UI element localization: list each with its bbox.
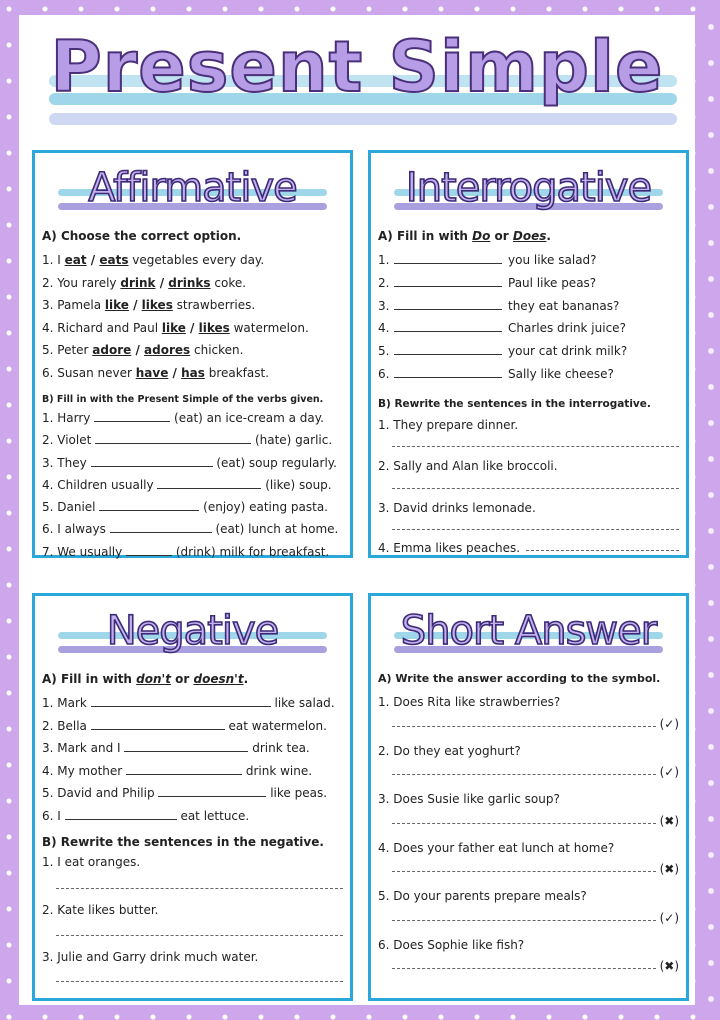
page-title: Present Simple xyxy=(50,26,664,108)
answer-line[interactable] xyxy=(392,438,679,447)
choice-item: 3. Pamela like / likes strawberries. xyxy=(42,298,256,312)
question-item: 3. Does Susie like garlic soup? xyxy=(378,792,560,806)
fill-item: 6. I eat lettuce. xyxy=(42,808,250,823)
choice-item: 6. Susan never have / has breakfast. xyxy=(42,365,270,380)
choice-item: 2. You rarely drink / drinks coke. xyxy=(42,275,247,290)
fill-item: 3. They (eat) soup regularly. xyxy=(42,455,337,470)
exercise-a-instruction: A) Fill in with Do or Does. xyxy=(378,229,551,243)
title-banner xyxy=(19,15,695,135)
option-1[interactable]: like xyxy=(104,298,129,312)
exercise-b-instruction: B) Fill in with the Present Simple of the verbs given. xyxy=(42,394,324,405)
fill-item: 1. Harry (eat) an ice-cream a day. xyxy=(42,411,324,425)
answer-blank[interactable] xyxy=(394,275,502,287)
fill-item: 5. David and Philip like peas. xyxy=(42,786,328,800)
option-1[interactable]: adore xyxy=(92,343,132,357)
choice-item: 1. I eat / eats vegetables every day. xyxy=(42,253,265,267)
option-2[interactable]: drinks xyxy=(168,275,211,290)
option-2[interactable]: has xyxy=(181,365,205,380)
option-1[interactable]: drink xyxy=(120,275,156,290)
rewrite-item: 3. Julie and Garry drink much water. xyxy=(42,950,259,964)
answer-blank[interactable] xyxy=(126,763,242,775)
question-item: 6. Does Sophie like fish? xyxy=(378,937,525,952)
rewrite-item: 1. They prepare dinner. xyxy=(378,417,519,432)
check-icon: (✓) xyxy=(659,716,679,731)
question-item: 4. Does your father eat lunch at home? xyxy=(378,840,615,855)
choice-item: 4. Richard and Paul like / likes watermelon. xyxy=(42,320,309,335)
answer-blank[interactable] xyxy=(124,740,248,752)
answer-row xyxy=(378,956,679,976)
affirmative-section xyxy=(32,150,353,558)
exercise-b-instruction: B) Rewrite the sentences in the negative. xyxy=(42,835,324,849)
fill-item: 6. Sally like cheese? xyxy=(378,366,614,381)
check-icon: (✓) xyxy=(659,910,679,925)
fill-item: 2. Bella eat watermelon. xyxy=(42,718,327,733)
answer-line[interactable] xyxy=(526,542,679,551)
rewrite-item: 1. I eat oranges. xyxy=(42,855,141,869)
cross-icon: (✖) xyxy=(659,813,679,828)
answer-line[interactable] xyxy=(56,973,343,982)
fill-item: 1. Mark like salad. xyxy=(42,696,335,710)
short-answer-heading: Short Answer xyxy=(400,608,657,654)
fill-item: 3. Mark and I drink tea. xyxy=(42,741,310,755)
answer-blank[interactable] xyxy=(158,785,266,797)
answer-line[interactable] xyxy=(392,480,679,489)
rewrite-item: 2. Sally and Alan like broccoli. xyxy=(378,459,558,474)
rewrite-item: 3. David drinks lemonade. xyxy=(378,500,536,515)
negative-heading: Negative xyxy=(106,608,279,654)
exercise-a-instruction: A) Write the answer according to the symbol. xyxy=(378,672,661,685)
answer-blank[interactable] xyxy=(157,477,261,489)
option-1[interactable]: like xyxy=(161,320,186,335)
fill-item: 1. you like salad? xyxy=(378,253,597,267)
title-stripe-3 xyxy=(49,113,677,125)
option-2[interactable]: likes xyxy=(141,298,173,312)
fill-item: 2. Paul like peas? xyxy=(378,275,597,290)
answer-blank[interactable] xyxy=(99,499,199,511)
interrogative-section xyxy=(368,150,689,558)
question-item: 2. Do they eat yoghurt? xyxy=(378,743,521,758)
answer-line[interactable] xyxy=(392,718,656,727)
answer-line[interactable] xyxy=(56,927,343,936)
exercise-a-list xyxy=(42,249,343,384)
answer-row xyxy=(378,714,679,734)
worksheet xyxy=(19,15,695,1005)
answer-blank[interactable] xyxy=(394,252,502,264)
cross-icon: (✖) xyxy=(659,862,679,876)
answer-line[interactable] xyxy=(56,880,343,889)
exercise-a-instruction: A) Fill in with don't or doesn't. xyxy=(42,672,249,686)
interrogative-header xyxy=(378,159,679,221)
answer-blank[interactable] xyxy=(91,455,213,467)
answer-blank[interactable] xyxy=(394,343,502,355)
answer-blank[interactable] xyxy=(394,320,502,332)
check-icon: (✓) xyxy=(659,765,679,779)
fill-item: 4. Charles drink juice? xyxy=(378,321,626,336)
exercise-b-instruction: B) Rewrite the sentences in the interrogative. xyxy=(378,397,651,410)
answer-blank[interactable] xyxy=(91,718,225,730)
rewrite-item: 4. Emma likes peaches. xyxy=(378,538,679,558)
choice-item: 5. Peter adore / adores chicken. xyxy=(42,343,244,357)
negative-header xyxy=(42,602,343,664)
short-answer-section xyxy=(368,593,689,1001)
option-1[interactable]: eat xyxy=(64,253,87,267)
fill-item: 4. My mother drink wine. xyxy=(42,763,313,778)
exercise-a-instruction: A) Choose the correct option. xyxy=(42,229,242,243)
answer-line[interactable] xyxy=(392,766,656,775)
fill-item: 3. they eat bananas? xyxy=(378,298,620,313)
answer-row xyxy=(378,859,679,879)
answer-row xyxy=(378,762,679,782)
affirmative-heading: Affirmative xyxy=(88,165,297,211)
answer-blank[interactable] xyxy=(94,410,170,422)
answer-line[interactable] xyxy=(392,912,656,921)
question-item: 1. Does Rita like strawberries? xyxy=(378,695,561,709)
option-2[interactable]: eats xyxy=(99,253,129,267)
answer-blank[interactable] xyxy=(110,521,212,533)
fill-item: 2. Violet (hate) garlic. xyxy=(42,433,333,448)
interrogative-heading: Interrogative xyxy=(405,165,652,211)
answer-line[interactable] xyxy=(392,521,679,530)
answer-line[interactable] xyxy=(392,960,656,969)
answer-blank[interactable] xyxy=(394,298,502,310)
option-2[interactable]: likes xyxy=(198,320,230,335)
fill-item: 6. I always (eat) lunch at home. xyxy=(42,522,339,537)
fill-item: 5. your cat drink milk? xyxy=(378,344,628,359)
cross-icon: (✖) xyxy=(659,959,679,973)
option-2[interactable]: adores xyxy=(144,343,191,357)
fill-item: 7. We usually (drink) milk for breakfast. xyxy=(42,544,330,559)
fill-item: 5. Daniel (enjoy) eating pasta. xyxy=(42,500,328,515)
option-1[interactable]: have xyxy=(135,365,169,380)
short-answer-header xyxy=(378,602,679,664)
answer-row xyxy=(378,908,679,928)
answer-blank[interactable] xyxy=(394,366,502,378)
answer-blank[interactable] xyxy=(91,695,271,707)
answer-blank[interactable] xyxy=(95,432,251,444)
answer-line[interactable] xyxy=(392,815,656,824)
affirmative-header xyxy=(42,159,343,221)
question-item: 5. Do your parents prepare meals? xyxy=(378,889,587,903)
answer-blank[interactable] xyxy=(126,544,172,556)
answer-blank[interactable] xyxy=(65,808,177,820)
rewrite-item: 2. Kate likes butter. xyxy=(42,902,159,917)
answer-row xyxy=(378,811,679,831)
negative-section xyxy=(32,593,353,1001)
fill-item: 4. Children usually (like) soup. xyxy=(42,477,332,492)
answer-line[interactable] xyxy=(392,863,656,872)
